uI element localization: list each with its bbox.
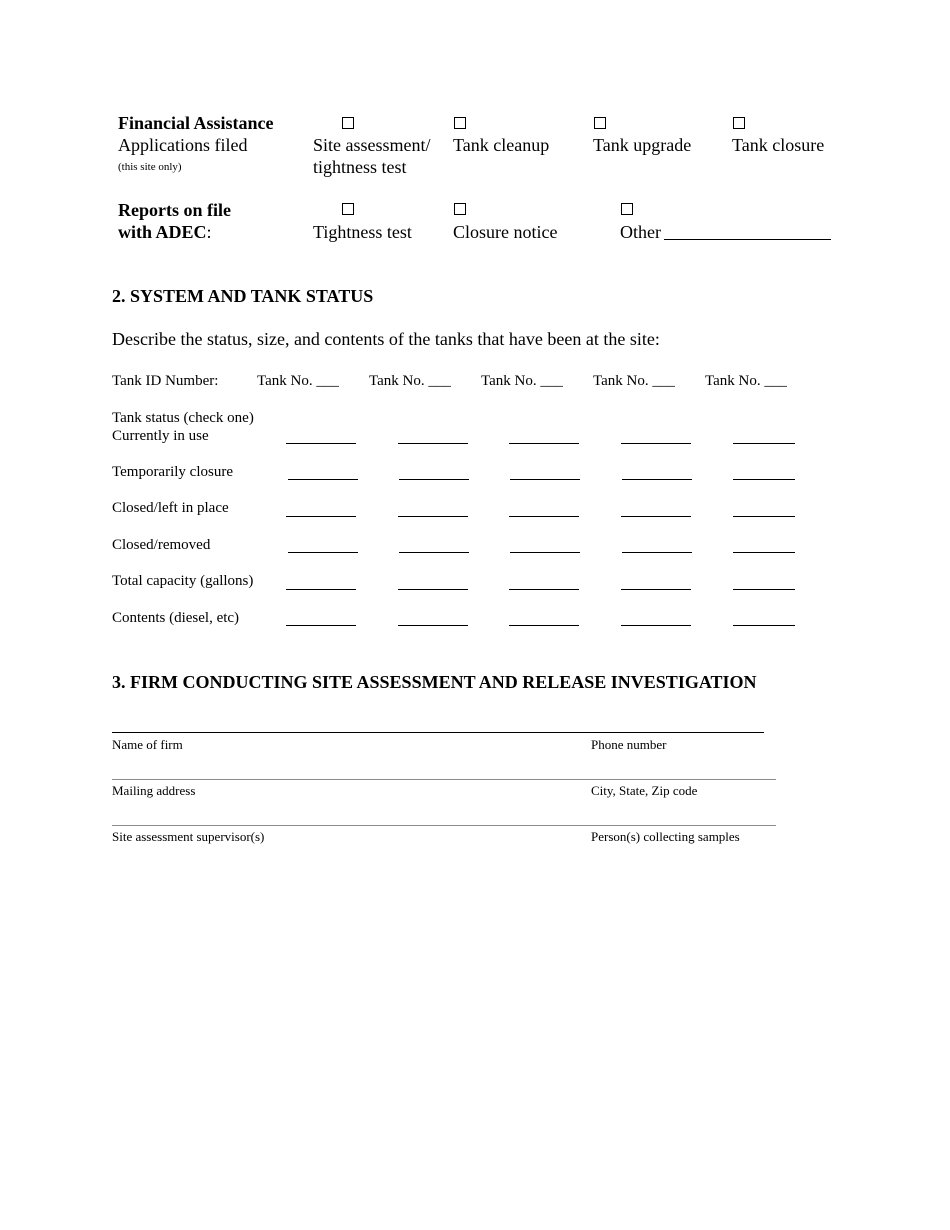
tank-field[interactable]	[288, 479, 358, 480]
tank-field[interactable]	[286, 443, 356, 444]
tank-column-header: Tank No. ___	[369, 373, 451, 389]
tank-field[interactable]	[509, 516, 579, 517]
report-tightness-test: Tightness test	[313, 222, 412, 242]
tank-field[interactable]	[286, 589, 356, 590]
tank-id-label: Tank ID Number:	[112, 373, 219, 389]
tank-field[interactable]	[286, 625, 356, 626]
option-site-assessment: Site assessment/	[313, 135, 431, 155]
row-label: Closed/left in place	[112, 500, 229, 516]
tank-column-header: Tank No. ___	[593, 373, 675, 389]
tank-field[interactable]	[398, 625, 468, 626]
reports-adec-label: with ADEC	[118, 222, 207, 242]
tank-field[interactable]	[398, 589, 468, 590]
tank-field[interactable]	[509, 625, 579, 626]
tank-column-header: Tank No. ___	[705, 373, 787, 389]
checkbox-tank-cleanup[interactable]	[454, 117, 466, 129]
field-label: City, State, Zip code	[591, 783, 698, 798]
tank-field[interactable]	[510, 479, 580, 480]
row-label: Contents (diesel, etc)	[112, 610, 240, 626]
reports-colon: :	[206, 222, 212, 242]
reports-title-line2	[118, 222, 212, 243]
field-label: Person(s) collecting samples	[591, 829, 740, 844]
field-label: Site assessment supervisor(s)	[112, 829, 265, 844]
checkbox-tank-closure[interactable]	[733, 117, 745, 129]
tank-field[interactable]	[288, 552, 358, 553]
tank-column-header: Tank No. ___	[481, 373, 563, 389]
checkbox-other[interactable]	[621, 203, 633, 215]
tank-field[interactable]	[509, 589, 579, 590]
mailing-address-line[interactable]	[112, 779, 776, 780]
tank-field[interactable]	[733, 443, 795, 444]
financial-subtitle: Applications filed	[118, 135, 248, 155]
tank-column-header: Tank No. ___	[257, 373, 339, 389]
checkbox-tightness-test[interactable]	[342, 203, 354, 215]
name-of-firm-line[interactable]	[112, 732, 764, 733]
section2-intro: Describe the status, size, and contents of the tanks that have been at the site:	[112, 329, 660, 349]
option-site-assessment-line2: tightness test	[313, 157, 407, 177]
tank-field[interactable]	[733, 516, 795, 517]
section3-heading: 3. FIRM CONDUCTING SITE ASSESSMENT AND RELEASE INVESTIGATION	[112, 672, 757, 692]
tank-field[interactable]	[733, 479, 795, 480]
option-tank-upgrade: Tank upgrade	[593, 135, 692, 155]
tank-field[interactable]	[733, 589, 795, 590]
row-label: Temporarily closure	[112, 464, 233, 480]
tank-field[interactable]	[621, 589, 691, 590]
tank-field[interactable]	[621, 625, 691, 626]
option-tank-cleanup: Tank cleanup	[453, 135, 550, 155]
financial-note: (this site only)	[118, 161, 182, 173]
checkbox-site-assessment[interactable]	[342, 117, 354, 129]
tank-field[interactable]	[622, 479, 692, 480]
tank-field[interactable]	[733, 552, 795, 553]
field-label: Phone number	[591, 737, 667, 752]
tank-field[interactable]	[398, 516, 468, 517]
tank-field[interactable]	[621, 443, 691, 444]
tank-field[interactable]	[733, 625, 795, 626]
row-label: Closed/removed	[112, 537, 211, 553]
other-blank-field[interactable]	[664, 239, 831, 240]
row-label: Currently in use	[112, 428, 209, 444]
tank-field[interactable]	[398, 443, 468, 444]
tank-field[interactable]	[622, 552, 692, 553]
field-label: Mailing address	[112, 783, 196, 798]
tank-status-header: Tank status (check one)	[112, 410, 254, 426]
tank-field[interactable]	[621, 516, 691, 517]
financial-title: Financial Assistance	[118, 113, 274, 133]
report-closure-notice: Closure notice	[453, 222, 558, 242]
checkbox-tank-upgrade[interactable]	[594, 117, 606, 129]
row-label: Total capacity (gallons)	[112, 573, 254, 589]
tank-field[interactable]	[399, 479, 469, 480]
report-other: Other	[620, 222, 661, 242]
tank-field[interactable]	[510, 552, 580, 553]
tank-field[interactable]	[286, 516, 356, 517]
tank-field[interactable]	[509, 443, 579, 444]
section2-heading: 2. SYSTEM AND TANK STATUS	[112, 286, 374, 306]
supervisor-line[interactable]	[112, 825, 776, 826]
option-tank-closure: Tank closure	[732, 135, 825, 155]
reports-title: Reports on file	[118, 200, 231, 220]
tank-field[interactable]	[399, 552, 469, 553]
field-label: Name of firm	[112, 737, 183, 752]
checkbox-closure-notice[interactable]	[454, 203, 466, 215]
